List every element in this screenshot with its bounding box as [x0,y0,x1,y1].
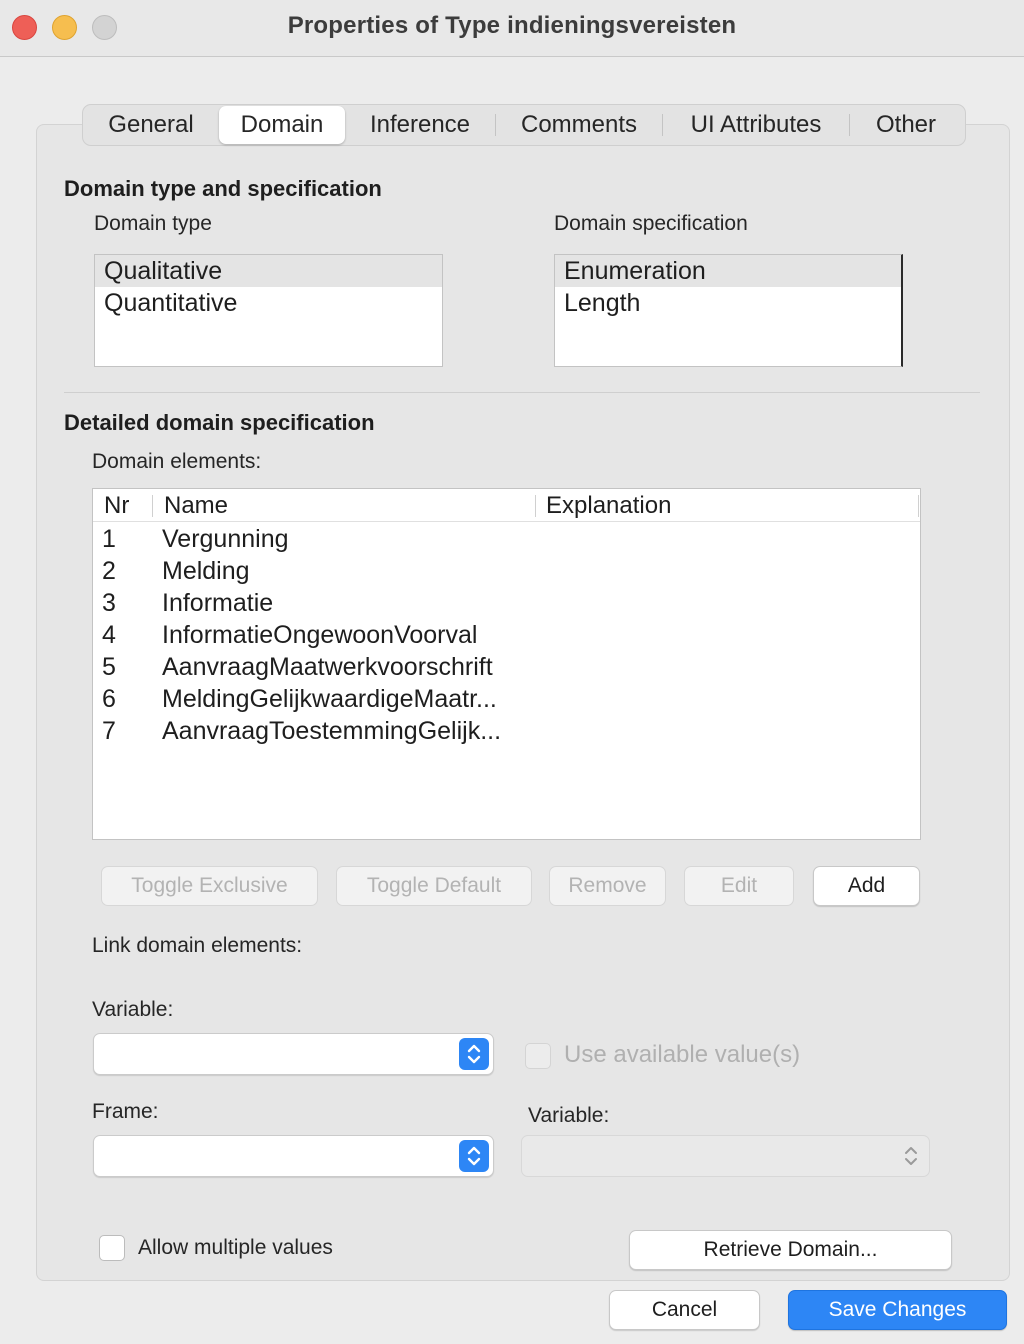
row-name: AanvraagToestemmingGelijk... [162,717,502,745]
table-row[interactable] [93,619,920,651]
frame-variable-label: Variable: [528,1104,610,1127]
up-down-chevron-icon [459,1038,489,1070]
up-down-chevron-icon [903,1143,919,1174]
domain-spec-list[interactable] [554,254,903,367]
table-row[interactable] [93,587,920,619]
allow-multiple-values-label: Allow multiple values [138,1236,333,1259]
column-separator[interactable] [535,495,536,517]
toggle-default-button[interactable]: Toggle Default [336,866,532,906]
column-separator[interactable] [152,495,153,517]
save-changes-button[interactable]: Save Changes [788,1290,1007,1330]
frame-variable-select[interactable] [521,1135,930,1177]
allow-multiple-values-checkbox[interactable] [99,1235,125,1261]
tab-general[interactable]: General [108,111,194,138]
domain-elements-table[interactable] [92,488,921,840]
link-domain-elements-label: Link domain elements: [92,934,303,957]
tab-ui-attributes[interactable]: UI Attributes [690,111,822,138]
list-item[interactable]: Qualitative [95,255,442,287]
frame-select[interactable] [93,1135,494,1177]
retrieve-domain-button[interactable]: Retrieve Domain... [629,1230,952,1270]
row-nr: 5 [102,653,116,681]
table-header [93,489,920,522]
row-nr: 2 [102,557,116,585]
list-item[interactable]: Enumeration [555,255,901,287]
add-button[interactable]: Add [813,866,920,906]
table-row[interactable] [93,651,920,683]
tab-bar [82,104,966,146]
table-row[interactable] [93,715,920,747]
row-name: Informatie [162,589,274,617]
row-nr: 6 [102,685,116,713]
section-divider [64,392,980,393]
domain-type-label: Domain type [94,212,212,235]
row-nr: 3 [102,589,116,617]
list-item[interactable]: Quantitative [104,289,238,317]
row-name: InformatieOngewoonVoorval [162,621,478,649]
row-nr: 7 [102,717,116,745]
domain-type-list[interactable] [94,254,443,367]
tab-domain[interactable]: Domain [219,106,345,144]
toggle-exclusive-button[interactable]: Toggle Exclusive [101,866,318,906]
detailed-section-title: Detailed domain specification [64,410,375,435]
remove-button[interactable]: Remove [549,866,666,906]
use-available-values-checkbox[interactable] [525,1043,551,1069]
cancel-button[interactable]: Cancel [609,1290,760,1330]
row-name: MeldingGelijkwaardigeMaatr... [162,685,497,713]
table-row[interactable] [93,683,920,715]
row-nr: 4 [102,621,116,649]
table-row[interactable] [93,555,920,587]
table-row[interactable] [93,523,920,555]
row-name: Melding [162,557,250,585]
variable-select[interactable] [93,1033,494,1075]
title-bar [0,0,1024,57]
column-separator [918,495,919,517]
variable-label: Variable: [92,998,174,1021]
use-available-values-label: Use available value(s) [564,1041,801,1068]
column-header-explanation[interactable]: Explanation [546,492,672,519]
domain-section-title: Domain type and specification [64,176,382,201]
tab-comments[interactable]: Comments [520,111,638,138]
frame-label: Frame: [92,1100,159,1123]
edit-button[interactable]: Edit [684,866,794,906]
row-name: Vergunning [162,525,289,553]
up-down-chevron-icon [459,1140,489,1172]
column-header-name[interactable]: Name [164,492,229,519]
row-nr: 1 [102,525,116,553]
column-header-nr[interactable]: Nr [104,492,130,519]
tab-inference[interactable]: Inference [369,111,471,138]
domain-elements-label: Domain elements: [92,450,262,473]
domain-spec-label: Domain specification [554,212,748,235]
window-title: Properties of Type indieningsvereisten [287,12,737,39]
list-item[interactable]: Length [564,289,641,317]
row-name: AanvraagMaatwerkvoorschrift [162,653,493,681]
tab-other[interactable]: Other [875,111,937,138]
